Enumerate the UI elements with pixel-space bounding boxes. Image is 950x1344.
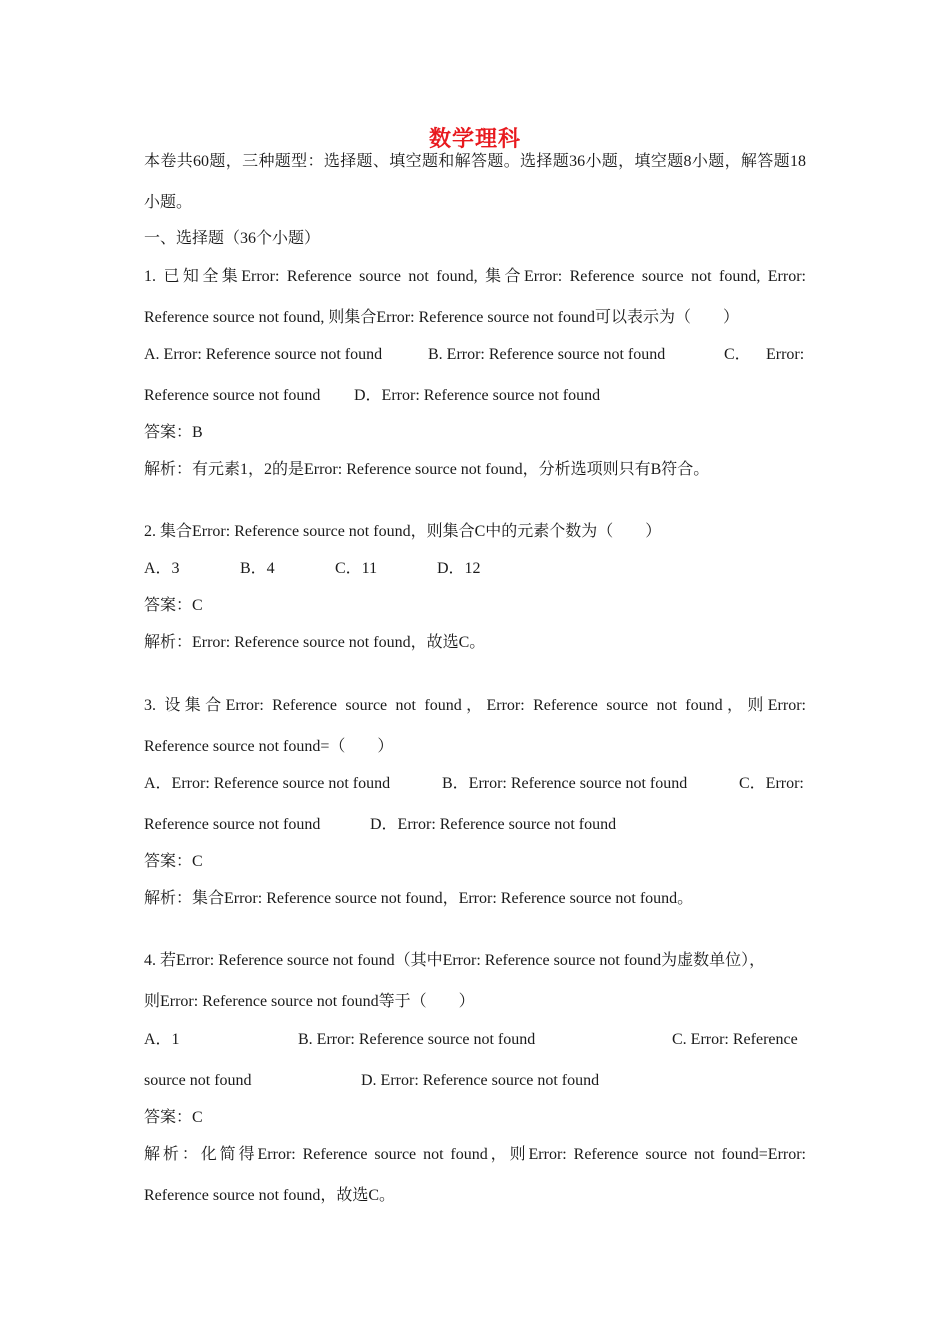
q2-option-c: C．11	[335, 560, 378, 577]
q4-option-c: C. Error: Reference	[672, 1031, 798, 1048]
intro-line-2: 小题。	[144, 194, 193, 211]
q1-stem-line-2: Reference source not found, 则集合Error: Reference source not found可以表示为（ ）	[144, 309, 739, 326]
q1-option-a: A. Error: Reference source not found	[144, 346, 383, 363]
q3-option-c: C．Error:	[739, 775, 804, 792]
q2-stem: 2. 集合Error: Reference source not found，则集合C中的元素个数为（ ）	[144, 523, 662, 540]
intro-line-1: 本卷共60题，三种题型：选择题、填空题和解答题。选择题36小题，填空题8小题，解答题18	[144, 153, 806, 170]
q1-option-b: B. Error: Reference source not found	[428, 346, 666, 363]
q4-stem-line-1: 4. 若Error: Reference source not found（其中Error: Reference source not found为虚数单位），	[144, 952, 766, 969]
q3-stem-line-2: Reference source not found=（ ）	[144, 738, 394, 755]
q2-analysis: 解析：Error: Reference source not found，故选C。	[144, 634, 486, 651]
section-heading: 一、选择题（36个小题）	[144, 230, 321, 247]
q4-option-c-continued: source not found	[144, 1072, 252, 1089]
q3-stem-line-1: 3. 设集合Error: Reference source not found，Error: Reference source not found，则Error:	[144, 697, 806, 714]
q3-option-c-continued: Reference source not found	[144, 816, 321, 833]
q2-option-b: B．4	[240, 560, 275, 577]
q1-option-c-label: C．	[724, 346, 751, 363]
q4-analysis-line-2: Reference source not found，故选C。	[144, 1187, 396, 1204]
q4-option-b: B. Error: Reference source not found	[298, 1031, 536, 1048]
q1-option-c-text: Error:	[766, 346, 805, 363]
q2-option-a: A．3	[144, 560, 180, 577]
q1-answer: 答案：B	[144, 424, 203, 441]
q4-answer: 答案：C	[144, 1109, 203, 1126]
q3-answer: 答案：C	[144, 853, 203, 870]
q1-option-c-continued: Reference source not found	[144, 387, 321, 404]
q2-option-d: D．12	[437, 560, 481, 577]
q4-stem-line-2: 则Error: Reference source not found等于（ ）	[144, 993, 475, 1010]
q1-option-d: D．Error: Reference source not found	[354, 387, 601, 404]
q1-stem-line-1: 1. 已知全集Error: Reference source not found, 集合Error: Reference source not found, Error:	[144, 268, 806, 285]
q3-option-d: D．Error: Reference source not found	[370, 816, 617, 833]
q2-answer: 答案：C	[144, 597, 203, 614]
q3-option-b: B．Error: Reference source not found	[442, 775, 688, 792]
q4-option-a: A．1	[144, 1031, 180, 1048]
q4-analysis-line-1: 解析：化简得Error: Reference source not found，则Error: Reference source not found=Error:	[144, 1146, 806, 1163]
q3-option-a: A．Error: Reference source not found	[144, 775, 391, 792]
q4-option-d: D. Error: Reference source not found	[361, 1072, 600, 1089]
q3-analysis: 解析：集合Error: Reference source not found，Error: Reference source not found。	[144, 890, 694, 907]
q1-analysis: 解析：有元素1，2的是Error: Reference source not found，分析选项则只有B符合。	[144, 461, 710, 478]
page-title: 数学理科	[428, 126, 521, 151]
